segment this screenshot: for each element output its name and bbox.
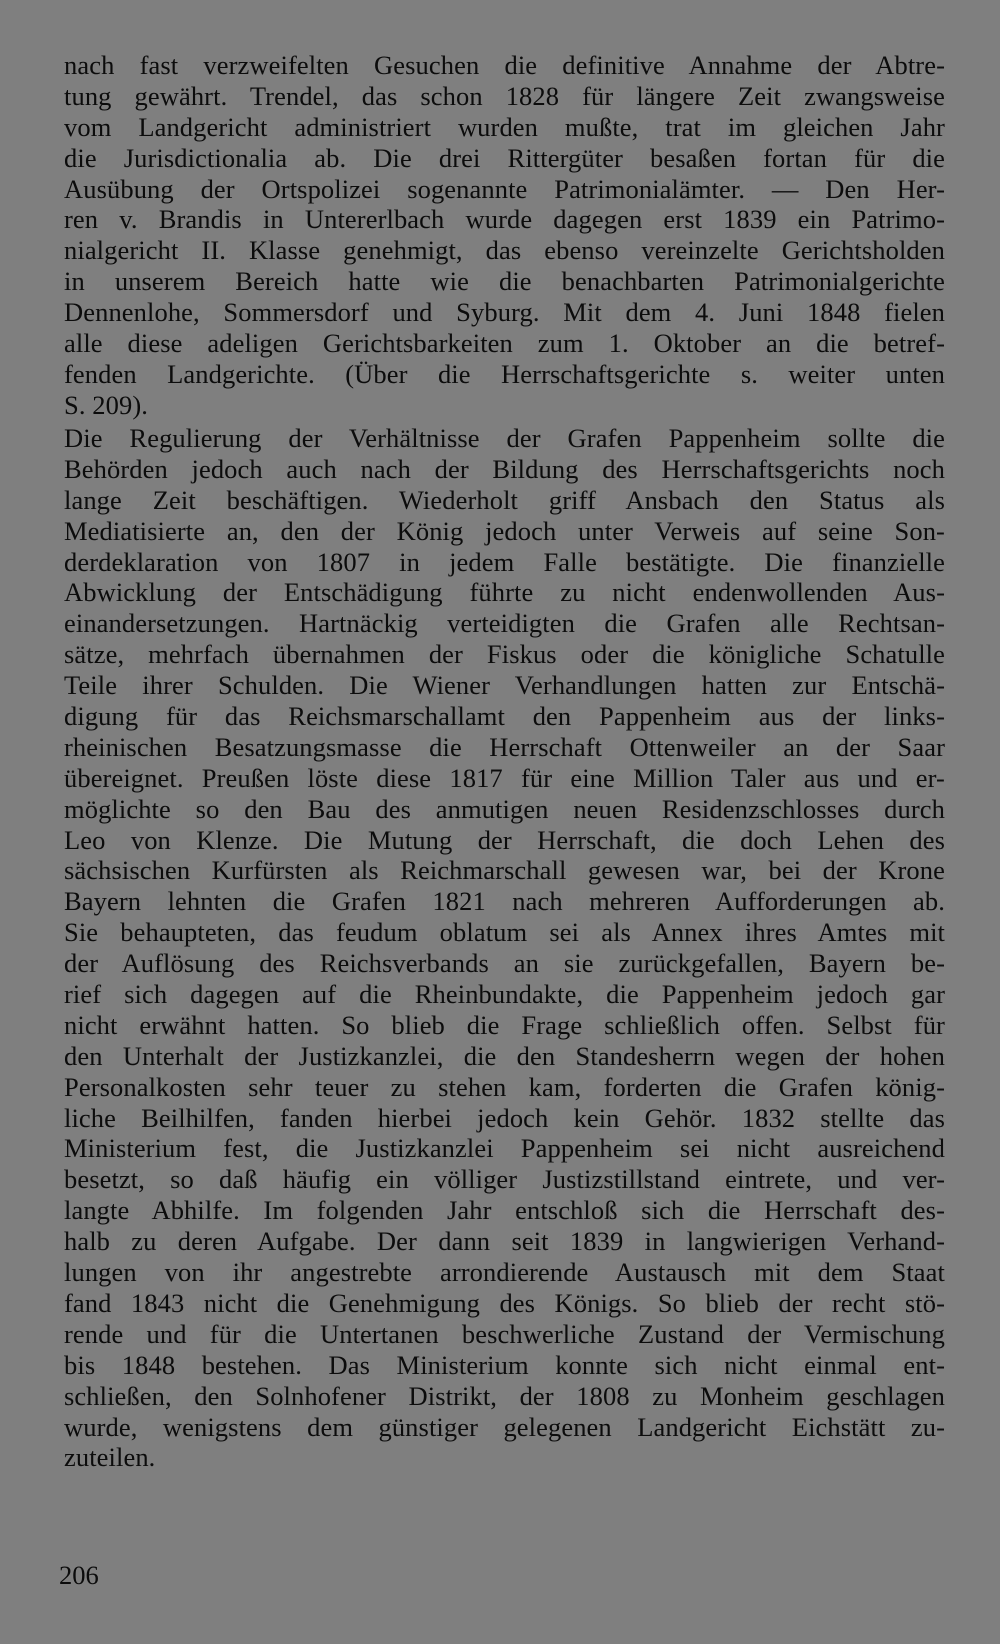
text-line: möglichte so den Bau des anmutigen neuen Residenzschlosses durch <box>64 793 945 824</box>
text-line: S. 209). <box>64 389 148 420</box>
text-line: alle diese adeligen Gerichtsbarkeiten zum 1. Oktober an die betref- <box>64 328 945 359</box>
text-line: Personalkosten sehr teuer zu stehen kam, forderten die Grafen könig- <box>64 1071 945 1102</box>
text-line: Behörden jedoch auch nach der Bildung des Herrschaftsgerichts noch <box>64 453 945 484</box>
text-line: rheinischen Besatzungsmasse die Herrschaft Ottenweiler an der Saar <box>64 731 945 762</box>
text-line: einandersetzungen. Hartnäckig verteidigten die Grafen alle Rechtsan- <box>64 608 945 639</box>
text-line: fand 1843 nicht die Genehmigung des Königs. So blieb der recht stö- <box>64 1287 945 1318</box>
text-line: Teile ihrer Schulden. Die Wiener Verhandlungen hatten zur Entschä- <box>64 670 945 701</box>
text-line: Ministerium fest, die Justizkanzlei Pappenheim sei nicht ausreichend <box>64 1133 945 1164</box>
page-number: 206 <box>59 1560 99 1590</box>
text-line: nach fast verzweifelten Gesuchen die definitive Annahme der Abtre- <box>64 50 945 80</box>
text-line: Mediatisierte an, den der König jedoch unter Verweis auf seine Son- <box>64 515 945 546</box>
text-line: fenden Landgerichte. (Über die Herrschaftsgerichte s. weiter unten <box>64 358 945 389</box>
text-line: die Jurisdictionalia ab. Die drei Rittergüter besaßen fortan für die <box>64 142 945 173</box>
text-line: sätze, mehrfach übernahmen der Fiskus oder die königliche Schatulle <box>64 639 945 670</box>
text-line: rende und für die Untertanen beschwerliche Zustand der Vermischung <box>64 1318 945 1349</box>
text-line: Dennenlohe, Sommersdorf und Syburg. Mit dem 4. Juni 1848 fielen <box>64 297 945 328</box>
text-line: der Auflösung des Reichsverbands an sie zurückgefallen, Bayern be- <box>64 948 945 979</box>
text-line: Bayern lehnten die Grafen 1821 nach mehreren Aufforderungen ab. <box>64 886 945 917</box>
text-line: besetzt, so daß häufig ein völliger Justizstillstand eintrete, und ver- <box>64 1164 945 1195</box>
text-line: tung gewährt. Trendel, das schon 1828 für längere Zeit zwangsweise <box>64 80 945 111</box>
paragraph-1 <box>64 50 945 421</box>
text-line: zuteilen. <box>64 1442 156 1473</box>
text-line: Abwicklung der Entschädigung führte zu nicht endenwollenden Aus- <box>64 577 945 608</box>
text-line: Sie behaupteten, das feudum oblatum sei als Annex ihres Amtes mit <box>64 917 945 948</box>
text-line: in unserem Bereich hatte wie die benachbarten Patrimonialgerichte <box>64 266 945 297</box>
text-line: digung für das Reichsmarschallamt den Pappenheim aus der links- <box>64 701 945 732</box>
text-line: bis 1848 bestehen. Das Ministerium konnte sich nicht einmal ent- <box>64 1349 945 1380</box>
text-line: den Unterhalt der Justizkanzlei, die den Standesherrn wegen der hohen <box>64 1040 945 1071</box>
text-line: übereignet. Preußen löste diese 1817 für eine Million Taler aus und er- <box>64 762 945 793</box>
text-line: wurde, wenigstens dem günstiger gelegenen Landgericht Eichstätt zu- <box>64 1411 945 1442</box>
text-line: Die Regulierung der Verhältnisse der Grafen Pappenheim sollte die <box>64 423 945 453</box>
paragraph-2 <box>64 423 945 1473</box>
text-line: ren v. Brandis in Untererlbach wurde dagegen erst 1839 ein Patrimo- <box>64 204 945 235</box>
text-line: derdeklaration von 1807 in jedem Falle bestätigte. Die finanzielle <box>64 546 945 577</box>
text-line: langte Abhilfe. Im folgenden Jahr entschloß sich die Herrschaft des- <box>64 1195 945 1226</box>
text-line: vom Landgericht administriert wurden mußte, trat im gleichen Jahr <box>64 111 945 142</box>
text-line: halb zu deren Aufgabe. Der dann seit 1839 in langwierigen Verhand- <box>64 1226 945 1257</box>
text-line: liche Beilhilfen, fanden hierbei jedoch kein Gehör. 1832 stellte das <box>64 1102 945 1133</box>
text-line: Ausübung der Ortspolizei sogenannte Patrimonialämter. — Den Her- <box>64 173 945 204</box>
text-line: lange Zeit beschäftigen. Wiederholt griff Ansbach den Status als <box>64 484 945 515</box>
text-line: rief sich dagegen auf die Rheinbundakte, die Pappenheim jedoch gar <box>64 979 945 1010</box>
text-line: Leo von Klenze. Die Mutung der Herrschaft, die doch Lehen des <box>64 824 945 855</box>
text-line: nicht erwähnt hatten. So blieb die Frage schließlich offen. Selbst für <box>64 1009 945 1040</box>
text-line: nialgericht II. Klasse genehmigt, das ebenso vereinzelte Gerichtsholden <box>64 235 945 266</box>
text-line: sächsischen Kurfürsten als Reichmarschall gewesen war, bei der Krone <box>64 855 945 886</box>
text-line: schließen, den Solnhofener Distrikt, der 1808 zu Monheim geschlagen <box>64 1380 945 1411</box>
text-line: lungen von ihr angestrebte arrondierende Austausch mit dem Staat <box>64 1257 945 1288</box>
